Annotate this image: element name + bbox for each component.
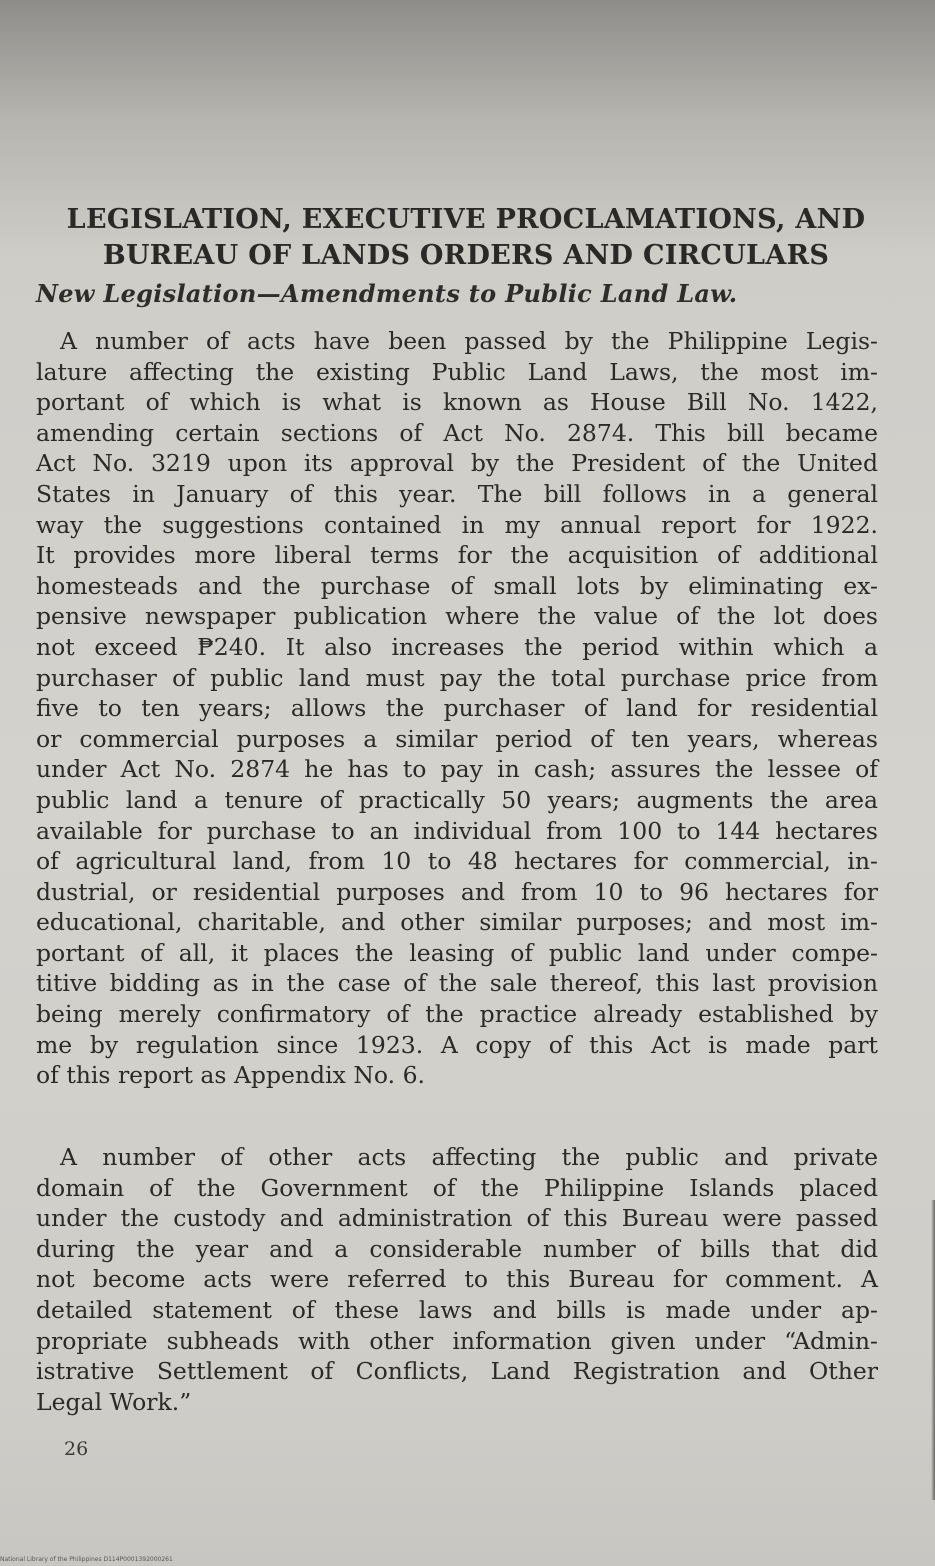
paragraph-line: not exceed ₱240. It also increases the period within which a <box>36 632 878 661</box>
heading-line-1: LEGISLATION, EXECUTIVE PROCLAMATIONS, AND <box>66 204 866 235</box>
paragraph-line: during the year and a considerable number of bills that did <box>36 1234 878 1263</box>
section-heading <box>40 202 892 274</box>
paragraph-line: It provides more liberal terms for the acquisition of additional <box>36 541 878 570</box>
paragraph-line: dustrial, or residential purposes and from 10 to 96 hectares for <box>36 877 878 906</box>
paragraph-line: available for purchase to an individual from 100 to 144 hectares <box>36 816 878 845</box>
paragraph-line: istrative Settlement of Conflicts, Land Registration and Other <box>36 1357 878 1386</box>
paragraph-line: lature affecting the existing Public Land Laws, the most im- <box>36 357 878 386</box>
paragraph-line: portant of which is what is known as House Bill No. 1422, <box>36 388 878 417</box>
paragraph-line: A number of acts have been passed by the Philippine Legis- <box>60 327 878 355</box>
paragraph-line: pensive newspaper publication where the value of the lot does <box>36 602 878 631</box>
paragraph-line: Legal Work.” <box>36 1387 192 1416</box>
heading-line-2: BUREAU OF LANDS ORDERS AND CIRCULARS <box>102 240 830 271</box>
paragraph-line: domain of the Government of the Philippine Islands placed <box>36 1173 878 1202</box>
page-edge-shadow <box>931 1200 935 1500</box>
paragraph-line: A number of other acts affecting the public and private <box>60 1143 878 1171</box>
paragraph-line: of this report as Appendix No. 6. <box>36 1061 426 1090</box>
paragraph-line: being merely confirmatory of the practice already established by <box>36 1000 878 1029</box>
paragraph-line: way the suggestions contained in my annual report for 1922. <box>36 510 878 539</box>
paragraph-line: titive bidding as in the case of the sale thereof, this last provision <box>36 969 878 998</box>
paragraph-line: not become acts were referred to this Bureau for comment. A <box>36 1265 878 1294</box>
subhead: New Legislation—Amendments to Public Land Law. <box>36 279 738 308</box>
paragraph-line: propriate subheads with other information given under “Admin- <box>36 1326 878 1355</box>
paragraph-line: amending certain sections of Act No. 2874. This bill became <box>36 418 878 447</box>
paragraph-line: me by regulation since 1923. A copy of this Act is made part <box>36 1030 878 1059</box>
paragraph-line: States in January of this year. The bill follows in a general <box>36 479 878 508</box>
paragraph-line: or commercial purposes a similar period of ten years, whereas <box>36 724 878 753</box>
paragraph-line: public land a tenure of practically 50 years; augments the area <box>36 785 878 814</box>
page-number: 26 <box>64 1438 89 1460</box>
paragraph-line: portant of all, it places the leasing of public land under compe- <box>36 938 878 967</box>
paragraph-line: of agricultural land, from 10 to 48 hectares for commercial, in- <box>36 847 878 876</box>
paragraph-line: Act No. 3219 upon its approval by the President of the United <box>36 449 878 478</box>
paragraph-line: purchaser of public land must pay the total purchase price from <box>36 663 878 692</box>
scan-footer: National Library of the Philippines D114P0001392000261 <box>0 1556 173 1563</box>
paragraph-line: detailed statement of these laws and bills is made under ap- <box>36 1295 878 1324</box>
paragraph-1 <box>36 326 878 1091</box>
paragraph-line: under Act No. 2874 he has to pay in cash; assures the lessee of <box>36 755 878 784</box>
paragraph-2 <box>36 1142 878 1417</box>
paragraph-line: homesteads and the purchase of small lots by eliminating ex- <box>36 571 878 600</box>
paragraph-line: educational, charitable, and other similar purposes; and most im- <box>36 908 878 937</box>
paragraph-line: five to ten years; allows the purchaser of land for residential <box>36 694 878 723</box>
paragraph-line: under the custody and administration of this Bureau were passed <box>36 1204 878 1233</box>
